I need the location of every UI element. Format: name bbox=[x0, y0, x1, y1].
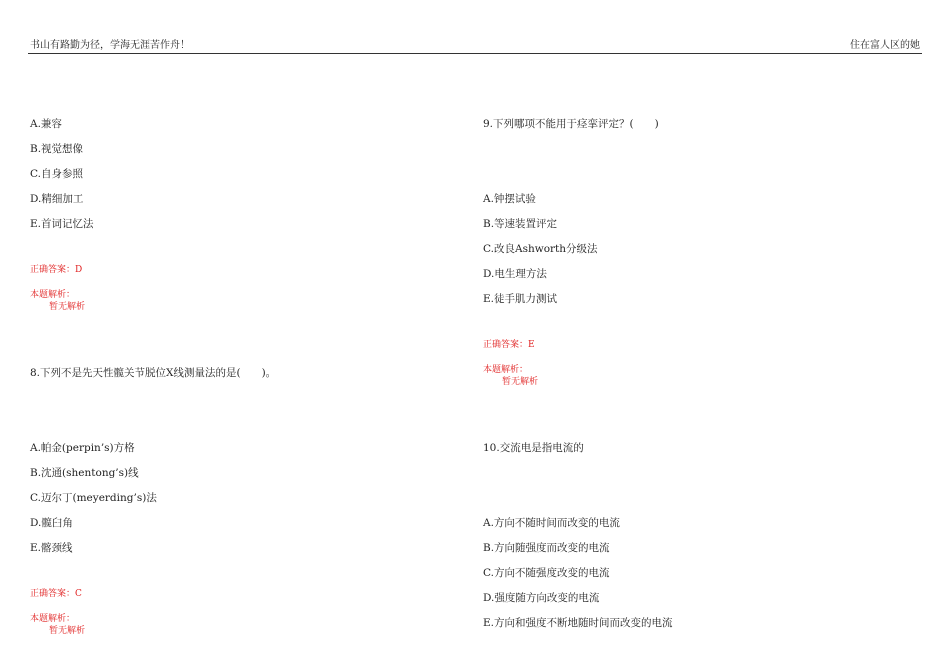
option-d: D.精细加工 bbox=[30, 193, 84, 205]
option-b: B.沈通(shentong’s)线 bbox=[30, 467, 139, 479]
option-b: B.等速装置评定 bbox=[483, 218, 558, 230]
option-c: C.改良Ashworth分级法 bbox=[483, 243, 598, 255]
correct-answer: 正确答案：D bbox=[30, 265, 83, 275]
correct-answer: 正确答案：E bbox=[483, 340, 535, 350]
option-a: A.方向不随时间而改变的电流 bbox=[483, 517, 620, 529]
option-a: A.兼容 bbox=[30, 118, 62, 130]
option-c: C.自身参照 bbox=[30, 168, 83, 180]
correct-answer: 正确答案：C bbox=[30, 589, 82, 599]
option-b: B.方向随强度而改变的电流 bbox=[483, 542, 610, 554]
option-a: A.钟摆试验 bbox=[483, 193, 536, 205]
explanation-label: 本题解析： bbox=[30, 614, 76, 624]
option-e: E.髂颈线 bbox=[30, 542, 73, 554]
explanation-text: 暂无解析 bbox=[49, 302, 86, 312]
header-author: 住在富人区的她 bbox=[850, 40, 920, 51]
explanation-text: 暂无解析 bbox=[49, 626, 86, 636]
option-d: D.强度随方向改变的电流 bbox=[483, 592, 600, 604]
option-e: E.首词记忆法 bbox=[30, 218, 94, 230]
option-e: E.方向和强度不断地随时间而改变的电流 bbox=[483, 617, 673, 629]
header-motto: 书山有路勤为径，学海无涯苦作舟！ bbox=[30, 40, 190, 51]
option-d: D.电生理方法 bbox=[483, 268, 547, 280]
option-c: C.迈尔丁(meyerding’s)法 bbox=[30, 492, 157, 504]
header-divider bbox=[28, 53, 922, 54]
question-text: 8.下列不是先天性髋关节脱位X线测量法的是( )。 bbox=[30, 367, 277, 379]
option-c: C.方向不随强度改变的电流 bbox=[483, 567, 610, 579]
option-e: E.徒手肌力测试 bbox=[483, 293, 558, 305]
option-b: B.视觉想像 bbox=[30, 143, 84, 155]
option-a: A.帕金(perpin’s)方格 bbox=[30, 442, 135, 454]
question-text: 9.下列哪项不能用于痉挛评定？( ) bbox=[483, 118, 659, 130]
explanation-label: 本题解析： bbox=[30, 290, 76, 300]
explanation-text: 暂无解析 bbox=[502, 377, 539, 387]
explanation-label: 本题解析： bbox=[483, 365, 529, 375]
option-d: D.髋臼角 bbox=[30, 517, 73, 529]
question-text: 10.交流电是指电流的 bbox=[483, 442, 584, 454]
